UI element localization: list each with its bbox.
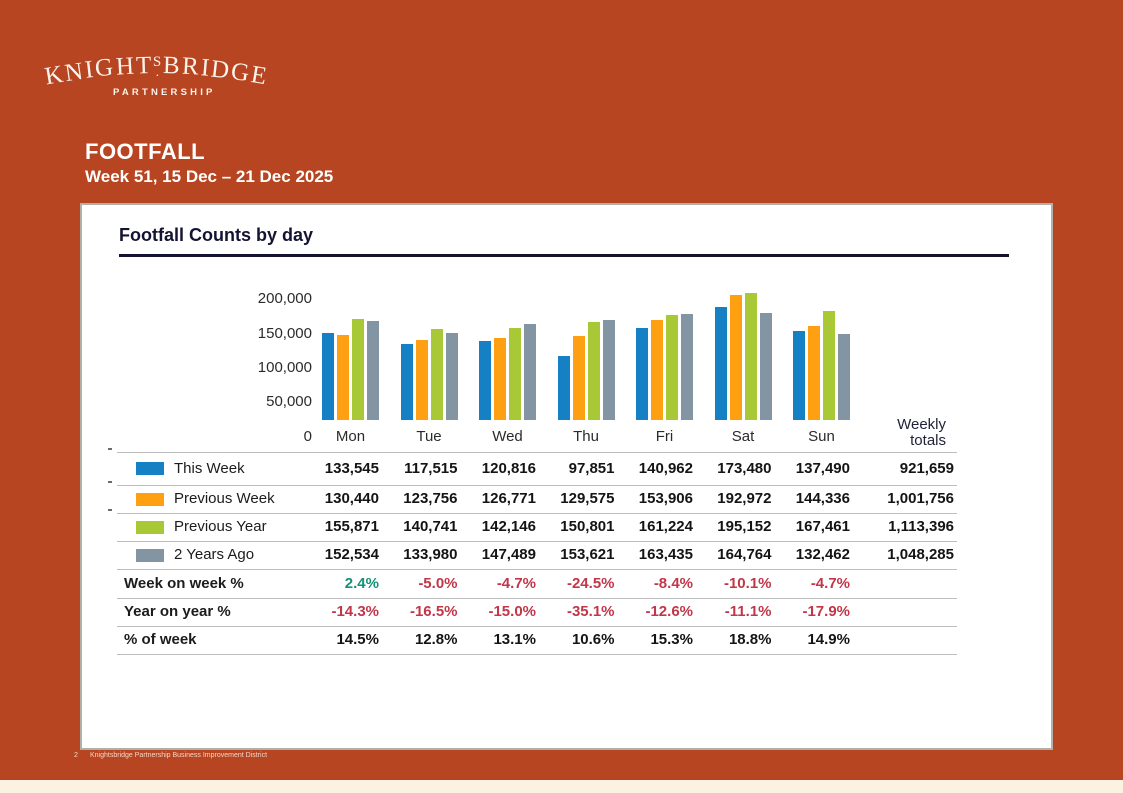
- bar-this-week-thu: [558, 356, 570, 420]
- logo-letter: I: [83, 56, 95, 84]
- legend-swatch-previous-week: [136, 493, 164, 506]
- report-panel: [80, 203, 1053, 750]
- bar-2-years-ago-sat: [760, 313, 772, 420]
- table-cell: 132,462: [795, 546, 850, 563]
- y-axis-tick-label: 0: [303, 428, 312, 445]
- metric-row-label: % of week: [124, 631, 197, 648]
- table-cell: 123,756: [403, 490, 458, 507]
- x-axis-label-wed: Wed: [492, 428, 523, 445]
- table-row: [82, 569, 1051, 598]
- table-cell: -12.6%: [645, 603, 693, 620]
- bar-2-years-ago-mon: [367, 321, 379, 420]
- legend-label: Previous Week: [174, 490, 275, 507]
- x-axis-label-sat: Sat: [731, 428, 755, 445]
- table-cell: 152,534: [324, 546, 379, 563]
- bar-previous-year-wed: [509, 328, 521, 420]
- logo-letter: D: [209, 55, 231, 85]
- table-row: [82, 452, 1051, 485]
- bar-2-years-ago-tue: [446, 333, 458, 420]
- table-cell: 130,440: [324, 490, 379, 507]
- table-cell: -4.7%: [810, 575, 850, 592]
- table-cell: -5.0%: [418, 575, 458, 592]
- table-cell: 140,962: [638, 460, 693, 477]
- legend-label: 2 Years Ago: [174, 546, 255, 563]
- table-cell: 97,851: [568, 460, 615, 477]
- table-cell: 10.6%: [571, 631, 615, 648]
- legend-label: Previous Year: [174, 518, 267, 535]
- bar-this-week-mon: [322, 333, 334, 420]
- y-axis-tick-label: 100,000: [257, 359, 312, 376]
- table-cell: 13.1%: [493, 631, 536, 648]
- logo-letter: S .: [153, 54, 161, 71]
- bottom-accent-band: [0, 780, 1123, 793]
- table-cell: 129,575: [560, 490, 615, 507]
- logo-letter: N: [63, 57, 85, 88]
- metric-row-label: Year on year %: [124, 603, 231, 620]
- bar-previous-year-sat: [745, 293, 757, 420]
- table-cell: 126,771: [481, 490, 536, 507]
- table-cell: -24.5%: [566, 575, 615, 592]
- bar-this-week-sun: [793, 331, 805, 420]
- table-cell: -16.5%: [409, 603, 458, 620]
- table-cell: -15.0%: [488, 603, 536, 620]
- weekly-total-cell: 1,113,396: [888, 518, 954, 535]
- weekly-totals-line1: Weekly: [897, 416, 946, 433]
- y-axis-tick-label: 200,000: [257, 290, 312, 307]
- table-cell: -4.7%: [496, 575, 536, 592]
- legend-swatch-2-years-ago: [136, 549, 164, 562]
- bar-2-years-ago-wed: [524, 324, 536, 420]
- table-cell: 137,490: [795, 460, 850, 477]
- bar-this-week-fri: [636, 328, 648, 420]
- table-cell: 140,741: [403, 518, 458, 535]
- table-row: [82, 626, 1051, 654]
- table-row: [82, 541, 1051, 569]
- table-row: [82, 513, 1051, 541]
- chart-title-underline: [119, 254, 1009, 257]
- y-axis-tick-label: 50,000: [266, 393, 312, 410]
- table-cell: 195,152: [717, 518, 772, 535]
- weekly-total-cell: 921,659: [899, 460, 954, 477]
- metric-row-label: Week on week %: [124, 575, 244, 592]
- bar-previous-week-tue: [416, 340, 428, 420]
- page-subtitle: Week 51, 15 Dec – 21 Dec 2025: [85, 167, 334, 186]
- table-cell: 12.8%: [414, 631, 458, 648]
- bar-previous-week-sun: [808, 326, 820, 420]
- table-cell: 153,621: [560, 546, 615, 563]
- legend-swatch-this-week: [136, 462, 164, 475]
- table-cell: 14.5%: [336, 631, 379, 648]
- table-cell: 192,972: [717, 490, 772, 507]
- bar-previous-year-mon: [352, 319, 364, 420]
- bar-this-week-sat: [715, 307, 727, 420]
- row-tick-mark: [108, 448, 112, 450]
- logo-letter: G: [229, 57, 251, 88]
- table-cell: 133,980: [403, 546, 458, 563]
- bar-previous-week-wed: [494, 338, 506, 420]
- weekly-total-cell: 1,048,285: [887, 546, 954, 563]
- bar-previous-week-mon: [337, 335, 349, 420]
- table-cell: -10.1%: [723, 575, 772, 592]
- bar-2-years-ago-sun: [838, 334, 850, 420]
- bar-previous-week-thu: [573, 336, 585, 420]
- footer-text: Knightsbridge Partnership Business Improvement District: [90, 752, 268, 759]
- weekly-totals-line2: totals: [910, 432, 946, 449]
- table-cell: 173,480: [717, 460, 772, 477]
- table-cell: -14.3%: [331, 603, 379, 620]
- logo-letter: H: [114, 52, 135, 81]
- logo-letter: G: [94, 53, 115, 83]
- bar-previous-week-fri: [651, 320, 663, 420]
- table-cell: 163,435: [638, 546, 693, 563]
- table-row: [82, 485, 1051, 513]
- bar-previous-year-tue: [431, 329, 443, 420]
- table-cell: 15.3%: [650, 631, 693, 648]
- bar-previous-year-thu: [588, 322, 600, 420]
- bar-previous-year-sun: [823, 311, 835, 420]
- table-cell: 18.8%: [728, 631, 772, 648]
- table-cell: 153,906: [638, 490, 693, 507]
- table-cell: 155,871: [324, 518, 379, 535]
- table-cell: 133,545: [324, 460, 379, 477]
- table-cell: 150,801: [560, 518, 615, 535]
- logo-letter: K: [42, 60, 66, 91]
- table-cell: 164,764: [717, 546, 772, 563]
- table-cell: 167,461: [795, 518, 850, 535]
- table-cell: 117,515: [404, 460, 458, 477]
- table-cell: -17.9%: [802, 603, 850, 620]
- table-separator: [117, 654, 957, 655]
- table-cell: 142,146: [481, 518, 536, 535]
- logo-letter: I: [199, 54, 211, 82]
- weekly-totals-header: [897, 417, 946, 449]
- table-cell: -11.1%: [724, 603, 772, 620]
- table-row: [82, 598, 1051, 626]
- table-cell: -35.1%: [566, 603, 615, 620]
- bar-this-week-tue: [401, 344, 413, 420]
- table-cell: 2.4%: [344, 575, 379, 592]
- legend-label: This Week: [174, 460, 245, 477]
- bar-this-week-wed: [479, 341, 491, 420]
- table-cell: 14.9%: [807, 631, 850, 648]
- bar-previous-year-fri: [666, 315, 678, 420]
- weekly-total-cell: 1,001,756: [887, 490, 954, 507]
- bar-2-years-ago-fri: [681, 314, 693, 420]
- x-axis-label-sun: Sun: [808, 428, 835, 445]
- x-axis-label-tue: Tue: [416, 428, 442, 445]
- logo-letter: T: [135, 52, 152, 80]
- logo-letter: B: [162, 52, 181, 80]
- bar-previous-week-sat: [730, 295, 742, 420]
- x-axis-label-fri: Fri: [655, 428, 674, 445]
- table-cell: 120,816: [481, 460, 536, 477]
- legend-swatch-previous-year: [136, 521, 164, 534]
- table-cell: 147,489: [481, 546, 536, 563]
- x-axis-label-mon: Mon: [335, 428, 366, 445]
- table-cell: -8.4%: [653, 575, 693, 592]
- y-axis-tick-label: 150,000: [257, 325, 312, 342]
- logo-partnership-text: PARTNERSHIP: [113, 87, 216, 98]
- bar-2-years-ago-thu: [603, 320, 615, 420]
- table-cell: 161,224: [638, 518, 693, 535]
- logo-letter: E: [248, 61, 269, 91]
- x-axis-label-thu: Thu: [573, 428, 599, 445]
- chart-title: Footfall Counts by day: [119, 225, 314, 245]
- page-title: FOOTFALL: [85, 139, 206, 164]
- table-cell: 144,336: [795, 490, 850, 507]
- page-number: 2: [74, 752, 78, 759]
- logo-letter: R: [181, 52, 200, 81]
